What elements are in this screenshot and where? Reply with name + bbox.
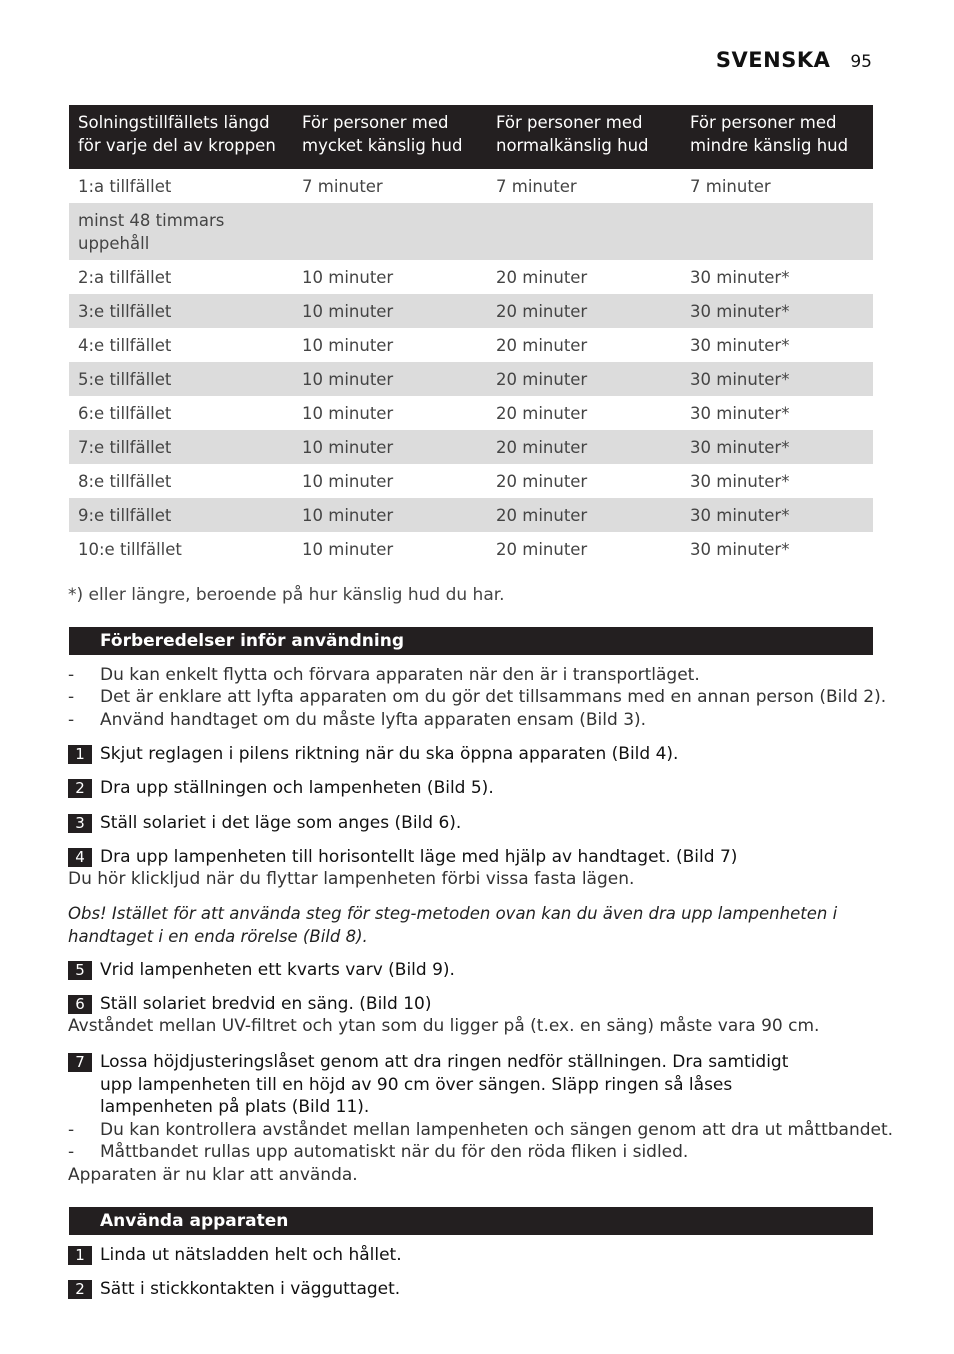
step-number-badge: 3 [68,814,92,833]
table-cell: minst 48 timmars uppehåll [69,203,293,260]
step-text: Linda ut nätsladden helt och hållet. [100,1245,402,1265]
step-3 [68,812,884,835]
usage-step-1 [68,1244,884,1267]
step-4 [68,846,884,869]
step-text: Ställ solariet i det läge som anges (Bild 6). [100,813,462,833]
language-label: SVENSKA [715,48,831,72]
table-cell: 30 minuter* [690,403,790,423]
step-1 [68,743,884,766]
table-cell [681,203,873,260]
step-text: Lossa höjdjusteringslåset genom att dra ringen nedför ställningen. Dra samtidigt upp lampenheten till en höjd av 90 cm över sängen. Släpp ringen så låses lampenheten på plats (Bild 11). [100,1052,789,1117]
step-text: Sätt i stickkontakten i vägguttaget. [100,1279,401,1299]
table-cell: 10 minuter [302,267,394,287]
table-row [69,464,873,498]
section-heading-usage: Använda apparaten [69,1207,873,1235]
table-cell: 20 minuter [487,362,681,396]
ready-text: Apparaten är nu klar att använda. [68,1165,358,1185]
page-header [716,48,872,72]
table-cell: 30 minuter* [690,267,790,287]
table-row [69,169,873,203]
column-header: Solningstillfällets längd för varje del av kroppen [69,105,293,169]
bullet-text: Måttbandet rullas upp automatiskt när du för den röda fliken i sidled. [100,1142,689,1162]
table-cell: 9:e tillfället [69,498,293,532]
step-7 [68,1051,804,1119]
table-cell: 10:e tillfället [78,539,182,559]
table-row [69,362,873,396]
table-cell: 30 minuter* [690,335,790,355]
note-text: Obs! Istället för att använda steg för steg-metoden ovan kan du även dra upp lampenheten i handtaget i en enda rörelse (Bild 8). [68,904,838,946]
tanning-schedule-table [69,105,873,566]
step-6 [68,993,884,1016]
step-number-badge: 7 [68,1053,92,1072]
table-row [69,396,873,430]
table-cell: 7 minuter [690,176,771,196]
table-cell: 7 minuter [496,176,577,196]
table-cell: 30 minuter* [681,430,873,464]
table-cell: 10 minuter [293,362,487,396]
bullet-text: Det är enklare att lyfta apparaten om du gör det tillsammans med en annan person (Bild 2). [100,687,887,707]
table-cell: 10 minuter [293,430,487,464]
table-row [69,498,873,532]
table-cell [487,203,681,260]
table-cell: 20 minuter [496,335,588,355]
table-cell: 20 minuter [496,267,588,287]
column-header: För personer med mindre känslig hud [681,105,873,169]
table-cell: 5:e tillfället [69,362,293,396]
table-cell: 10 minuter [302,335,394,355]
step-2 [68,777,884,800]
step-number-badge: 2 [68,1280,92,1299]
usage-step-2 [68,1278,884,1301]
step-4-detail: Du hör klickljud när du flyttar lampenheten förbi vissa fasta lägen. [68,869,635,889]
table-cell: 3:e tillfället [69,294,293,328]
table-cell: 10 minuter [302,471,394,491]
table-cell: 20 minuter [496,471,588,491]
table-row [69,203,873,260]
table-row [69,532,873,566]
step-number-badge: 5 [68,961,92,980]
table-cell: 20 minuter [496,539,588,559]
column-header: För personer med mycket känslig hud [293,105,487,169]
table-cell [293,203,487,260]
bullet-text: Använd handtaget om du måste lyfta apparaten ensam (Bild 3). [100,710,647,730]
table-cell: 30 minuter* [690,539,790,559]
table-footnote: *) eller längre, beroende på hur känslig hud du har. [68,585,505,605]
table-cell: 30 minuter* [681,498,873,532]
table-cell: 7:e tillfället [69,430,293,464]
column-header: För personer med normalkänslig hud [487,105,681,169]
bullet-text: Du kan kontrollera avståndet mellan lampenheten och sängen genom att dra ut måttbandet. [100,1120,894,1140]
bullet-dash: - [68,687,75,707]
bullet-dash: - [68,710,75,730]
step-text: Vrid lampenheten ett kvarts varv (Bild 9). [100,960,455,980]
bullet-dash: - [68,1120,75,1140]
step-text: Dra upp lampenheten till horisontellt läge med hjälp av handtaget. (Bild 7) [100,847,738,867]
page-number: 95 [850,52,872,72]
section-heading-preparation: Förberedelser inför användning [69,627,873,655]
table-cell: 8:e tillfället [78,471,172,491]
step-number-badge: 6 [68,995,92,1014]
table-cell: 10 minuter [293,498,487,532]
step-number-badge: 4 [68,848,92,867]
bullet-text: Du kan enkelt flytta och förvara apparaten när den är i transportläget. [100,665,700,685]
step-number-badge: 2 [68,779,92,798]
table-cell: 7 minuter [302,176,383,196]
table-cell: 30 minuter* [681,294,873,328]
table-cell: 4:e tillfället [78,335,172,355]
table-row [69,430,873,464]
table-row [69,260,873,294]
step-number-badge: 1 [68,1246,92,1265]
table-cell: 10 minuter [293,294,487,328]
table-cell: 20 minuter [496,403,588,423]
table-header-row [69,105,873,169]
table-cell: 30 minuter* [690,471,790,491]
bullet-dash: - [68,665,75,685]
step-text: Ställ solariet bredvid en säng. (Bild 10) [100,994,432,1014]
table-row [69,294,873,328]
table-cell: 6:e tillfället [78,403,172,423]
step-6-detail: Avståndet mellan UV-filtret och ytan som du ligger på (t.ex. en säng) måste vara 90 cm. [68,1016,820,1036]
step-text: Dra upp ställningen och lampenheten (Bild 5). [100,778,494,798]
table-cell: 20 minuter [487,498,681,532]
table-cell: 10 minuter [302,539,394,559]
table-cell: 30 minuter* [681,362,873,396]
step-text: Skjut reglagen i pilens riktning när du ska öppna apparaten (Bild 4). [100,744,679,764]
table-row [69,328,873,362]
table-cell: 20 minuter [487,430,681,464]
table-cell: 10 minuter [302,403,394,423]
table-cell: 2:a tillfället [78,267,172,287]
step-number-badge: 1 [68,745,92,764]
table-cell: 1:a tillfället [78,176,172,196]
bullet-dash: - [68,1142,75,1162]
table-cell: 20 minuter [487,294,681,328]
step-5 [68,959,884,982]
